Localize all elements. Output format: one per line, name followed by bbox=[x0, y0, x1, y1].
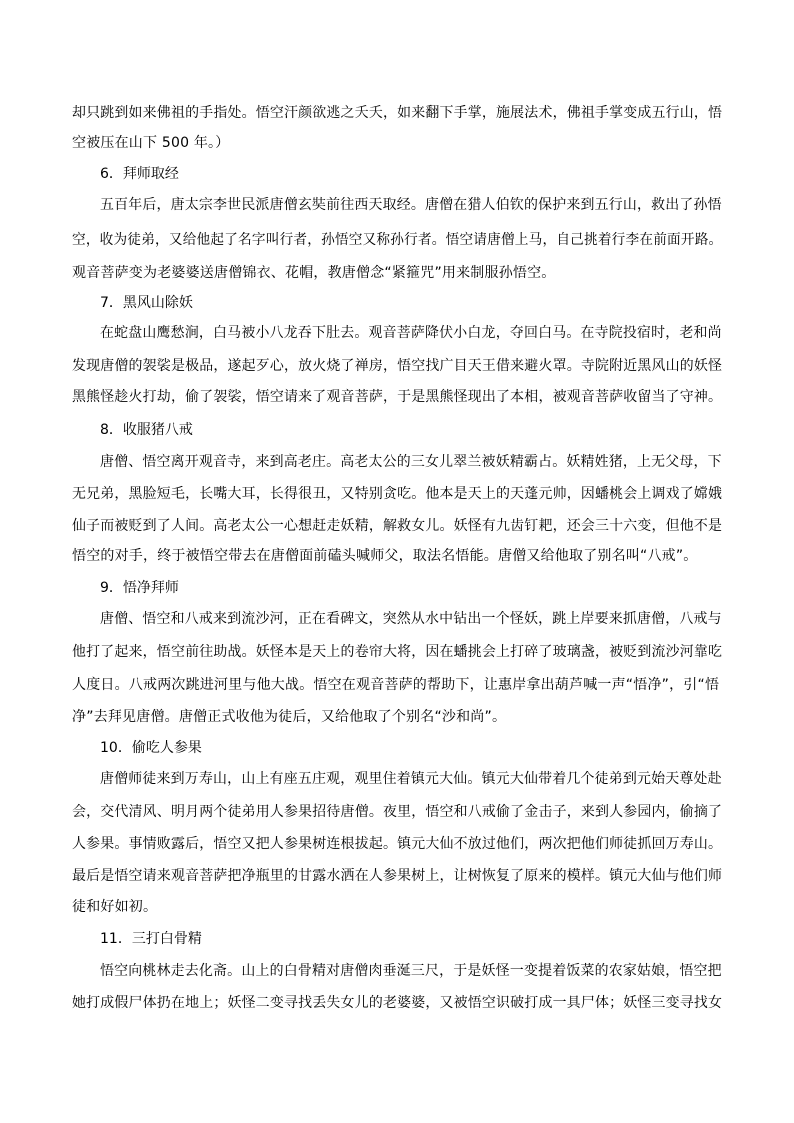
paragraph-line: 唐僧、悟空和八戒来到流沙河，正在看碑文，突然从水中钻出一个怪妖，跳上岸要来抓唐僧，八戒与 bbox=[100, 611, 722, 627]
section-heading: 7．黑风山除妖 bbox=[100, 295, 193, 311]
paragraph-line: 发现唐僧的袈裟是极品，遂起歹心，放火烧了禅房，悟空找广目天王借来避火罩。寺院附近黑风山的妖怪 bbox=[72, 358, 723, 374]
section-heading: 10．偷吃人参果 bbox=[100, 740, 202, 756]
paragraph-line: 在蛇盘山鹰愁涧，白马被小八龙吞下肚去。观音菩萨降伏小白龙，夺回白马。在寺院投宿时，老和尚 bbox=[100, 325, 722, 341]
paragraph-line: 五百年后，唐太宗李世民派唐僧玄奘前往西天取经。唐僧在猎人伯钦的保护来到五行山，救出了孙悟 bbox=[100, 197, 722, 213]
section-heading: 11．三打白骨精 bbox=[100, 931, 202, 947]
paragraph-line: 最后是悟空请来观音菩萨把净瓶里的甘露水洒在人参果树上，让树恢复了原来的模样。镇元大仙与他们师 bbox=[72, 868, 723, 884]
paragraph-line: 悟空的对手，终于被悟空带去在唐僧面前磕头喊师父，取法名悟能。唐僧又给他取了别名叫“八戒”。 bbox=[72, 548, 698, 564]
paragraph-line: 徒和好如初。 bbox=[72, 899, 158, 915]
paragraph-line: 净”去拜见唐僧。唐僧正式收他为徒后，又给他取了个别名“沙和尚”。 bbox=[72, 709, 507, 725]
paragraph-line: 人度日。八戒两次跳进河里与他大战。悟空在观音菩萨的帮助下，让惠岸拿出葫芦喊一声“悟净”，引“悟 bbox=[72, 677, 720, 693]
section-heading: 8．收服猪八戒 bbox=[100, 422, 193, 438]
paragraph-line: 空，收为徒弟，又给他起了名字叫行者，孙悟空又称孙行者。悟空请唐僧上马，自己挑着行李在前面开路。 bbox=[72, 232, 723, 248]
paragraph-line: 会，交代清风、明月两个徒弟用人参果招待唐僧。夜里，悟空和八戒偷了金击子，来到人参园内，偷摘了 bbox=[72, 804, 723, 820]
paragraph-line: 人参果。事情败露后，悟空又把人参果树连根拔起。镇元大仙不放过他们，两次把他们师徒抓回万寿山。 bbox=[72, 836, 723, 852]
paragraph-line: 观音菩萨变为老婆婆送唐僧锦衣、花帽，教唐僧念“紧箍咒”用来制服孙悟空。 bbox=[72, 265, 556, 281]
paragraph-line: 黑熊怪趁火打劫，偷了袈裟，悟空请来了观音菩萨，于是黑熊怪现出了本相，被观音菩萨收留当了守神。 bbox=[72, 389, 723, 405]
paragraph-line: 无兄弟，黑脸短毛，长嘴大耳，长得很丑，又特别贪吃。他本是天上的天蓬元帅，因蟠桃会上调戏了嫦娥 bbox=[72, 486, 723, 502]
paragraph-line: 悟空向桃林走去化斋。山上的白骨精对唐僧肉垂涎三尺，于是妖怪一变提着饭菜的农家姑娘，悟空把 bbox=[100, 963, 722, 979]
paragraph-line: 他打了起来，悟空前往助战。妖怪本是天上的卷帘大将，因在蟠挑会上打碎了玻璃盏，被贬到流沙河靠吃 bbox=[72, 644, 723, 660]
paragraph-line: 唐僧师徒来到万寿山，山上有座五庄观，观里住着镇元大仙。镇元大仙带着几个徒弟到元始天尊处赴 bbox=[100, 771, 722, 787]
paragraph-line: 她打成假尸体扔在地上；妖怪二变寻找丢失女儿的老婆婆，又被悟空识破打成一具尸体；妖怪三变寻找女 bbox=[72, 995, 723, 1011]
paragraph-line: 空被压在山下 500 年。） bbox=[72, 135, 230, 151]
section-heading: 9．悟净拜师 bbox=[100, 580, 179, 596]
paragraph-line: 却只跳到如来佛祖的手指处。悟空汗颜欲逃之夭夭，如来翻下手掌，施展法术，佛祖手掌变成五行山，悟 bbox=[72, 105, 723, 121]
section-heading: 6．拜师取经 bbox=[100, 166, 179, 182]
paragraph-line: 仙子而被贬到了人间。高老太公一心想赶走妖精，解救女儿。妖怪有九齿钉耙，还会三十六变，但他不是 bbox=[72, 518, 723, 534]
paragraph-line: 唐僧、悟空离开观音寺，来到高老庄。高老太公的三女儿翠兰被妖精霸占。妖精姓猪，上无父母，下 bbox=[100, 454, 722, 470]
